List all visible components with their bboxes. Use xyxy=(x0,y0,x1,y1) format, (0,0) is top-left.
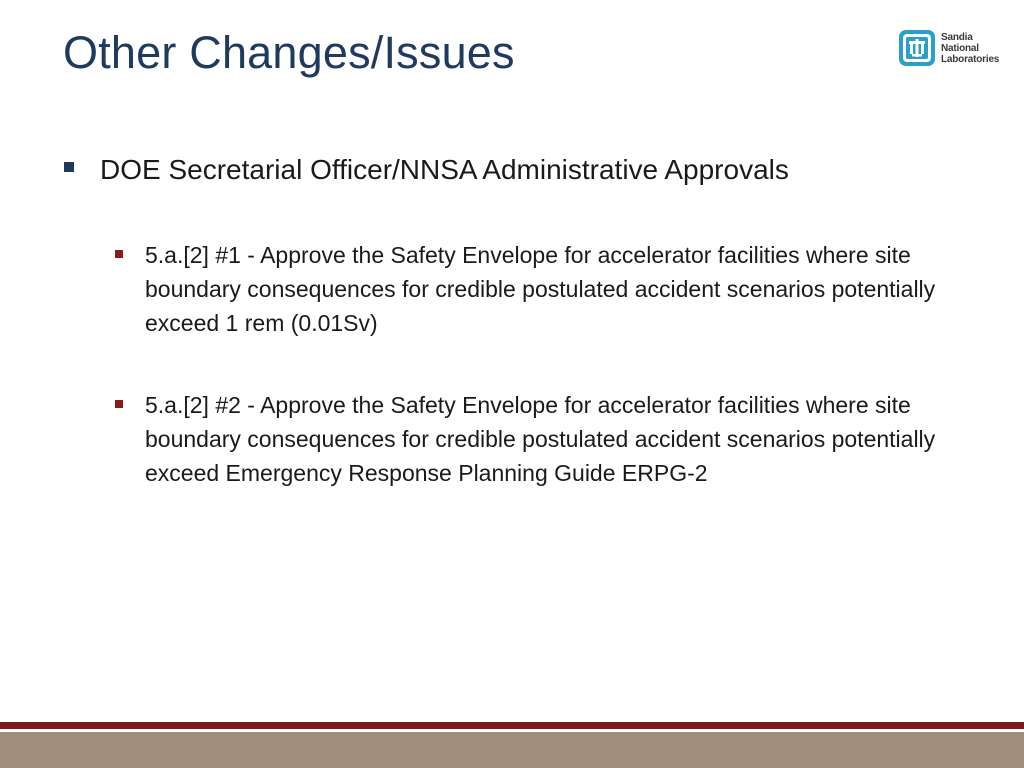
square-bullet-icon xyxy=(64,162,74,172)
bullet-level-2 xyxy=(145,238,945,340)
bullet-level-2 xyxy=(145,388,945,490)
slide-title: Other Changes/Issues xyxy=(63,27,515,78)
bullet-level-2-text: 5.a.[2] #2 - Approve the Safety Envelope for accelerator facilities where site boundary consequences for credible postulated accident scenarios potentially exceed Emergency Response Planning Guide ERPG-2 xyxy=(145,392,936,486)
sandia-logo xyxy=(898,28,1002,68)
sandia-thunderbird-icon xyxy=(898,29,936,67)
footer-red-band xyxy=(0,722,1024,729)
footer-tan-band xyxy=(0,732,1024,768)
square-bullet-icon xyxy=(115,400,123,408)
bullet-level-1-text: DOE Secretarial Officer/NNSA Administrative Approvals xyxy=(100,154,789,185)
logo-wordmark xyxy=(941,32,999,65)
logo-line-3: Laboratories xyxy=(941,53,1000,65)
square-bullet-icon xyxy=(115,250,123,258)
logo-line-1: Sandia xyxy=(941,31,973,43)
logo-line-2: National xyxy=(941,42,979,54)
bullet-level-2-text: 5.a.[2] #1 - Approve the Safety Envelope for accelerator facilities where site boundary consequences for credible postulated accident scenarios potentially exceed 1 rem (0.01Sv) xyxy=(145,242,936,336)
bullet-level-1 xyxy=(100,152,980,188)
